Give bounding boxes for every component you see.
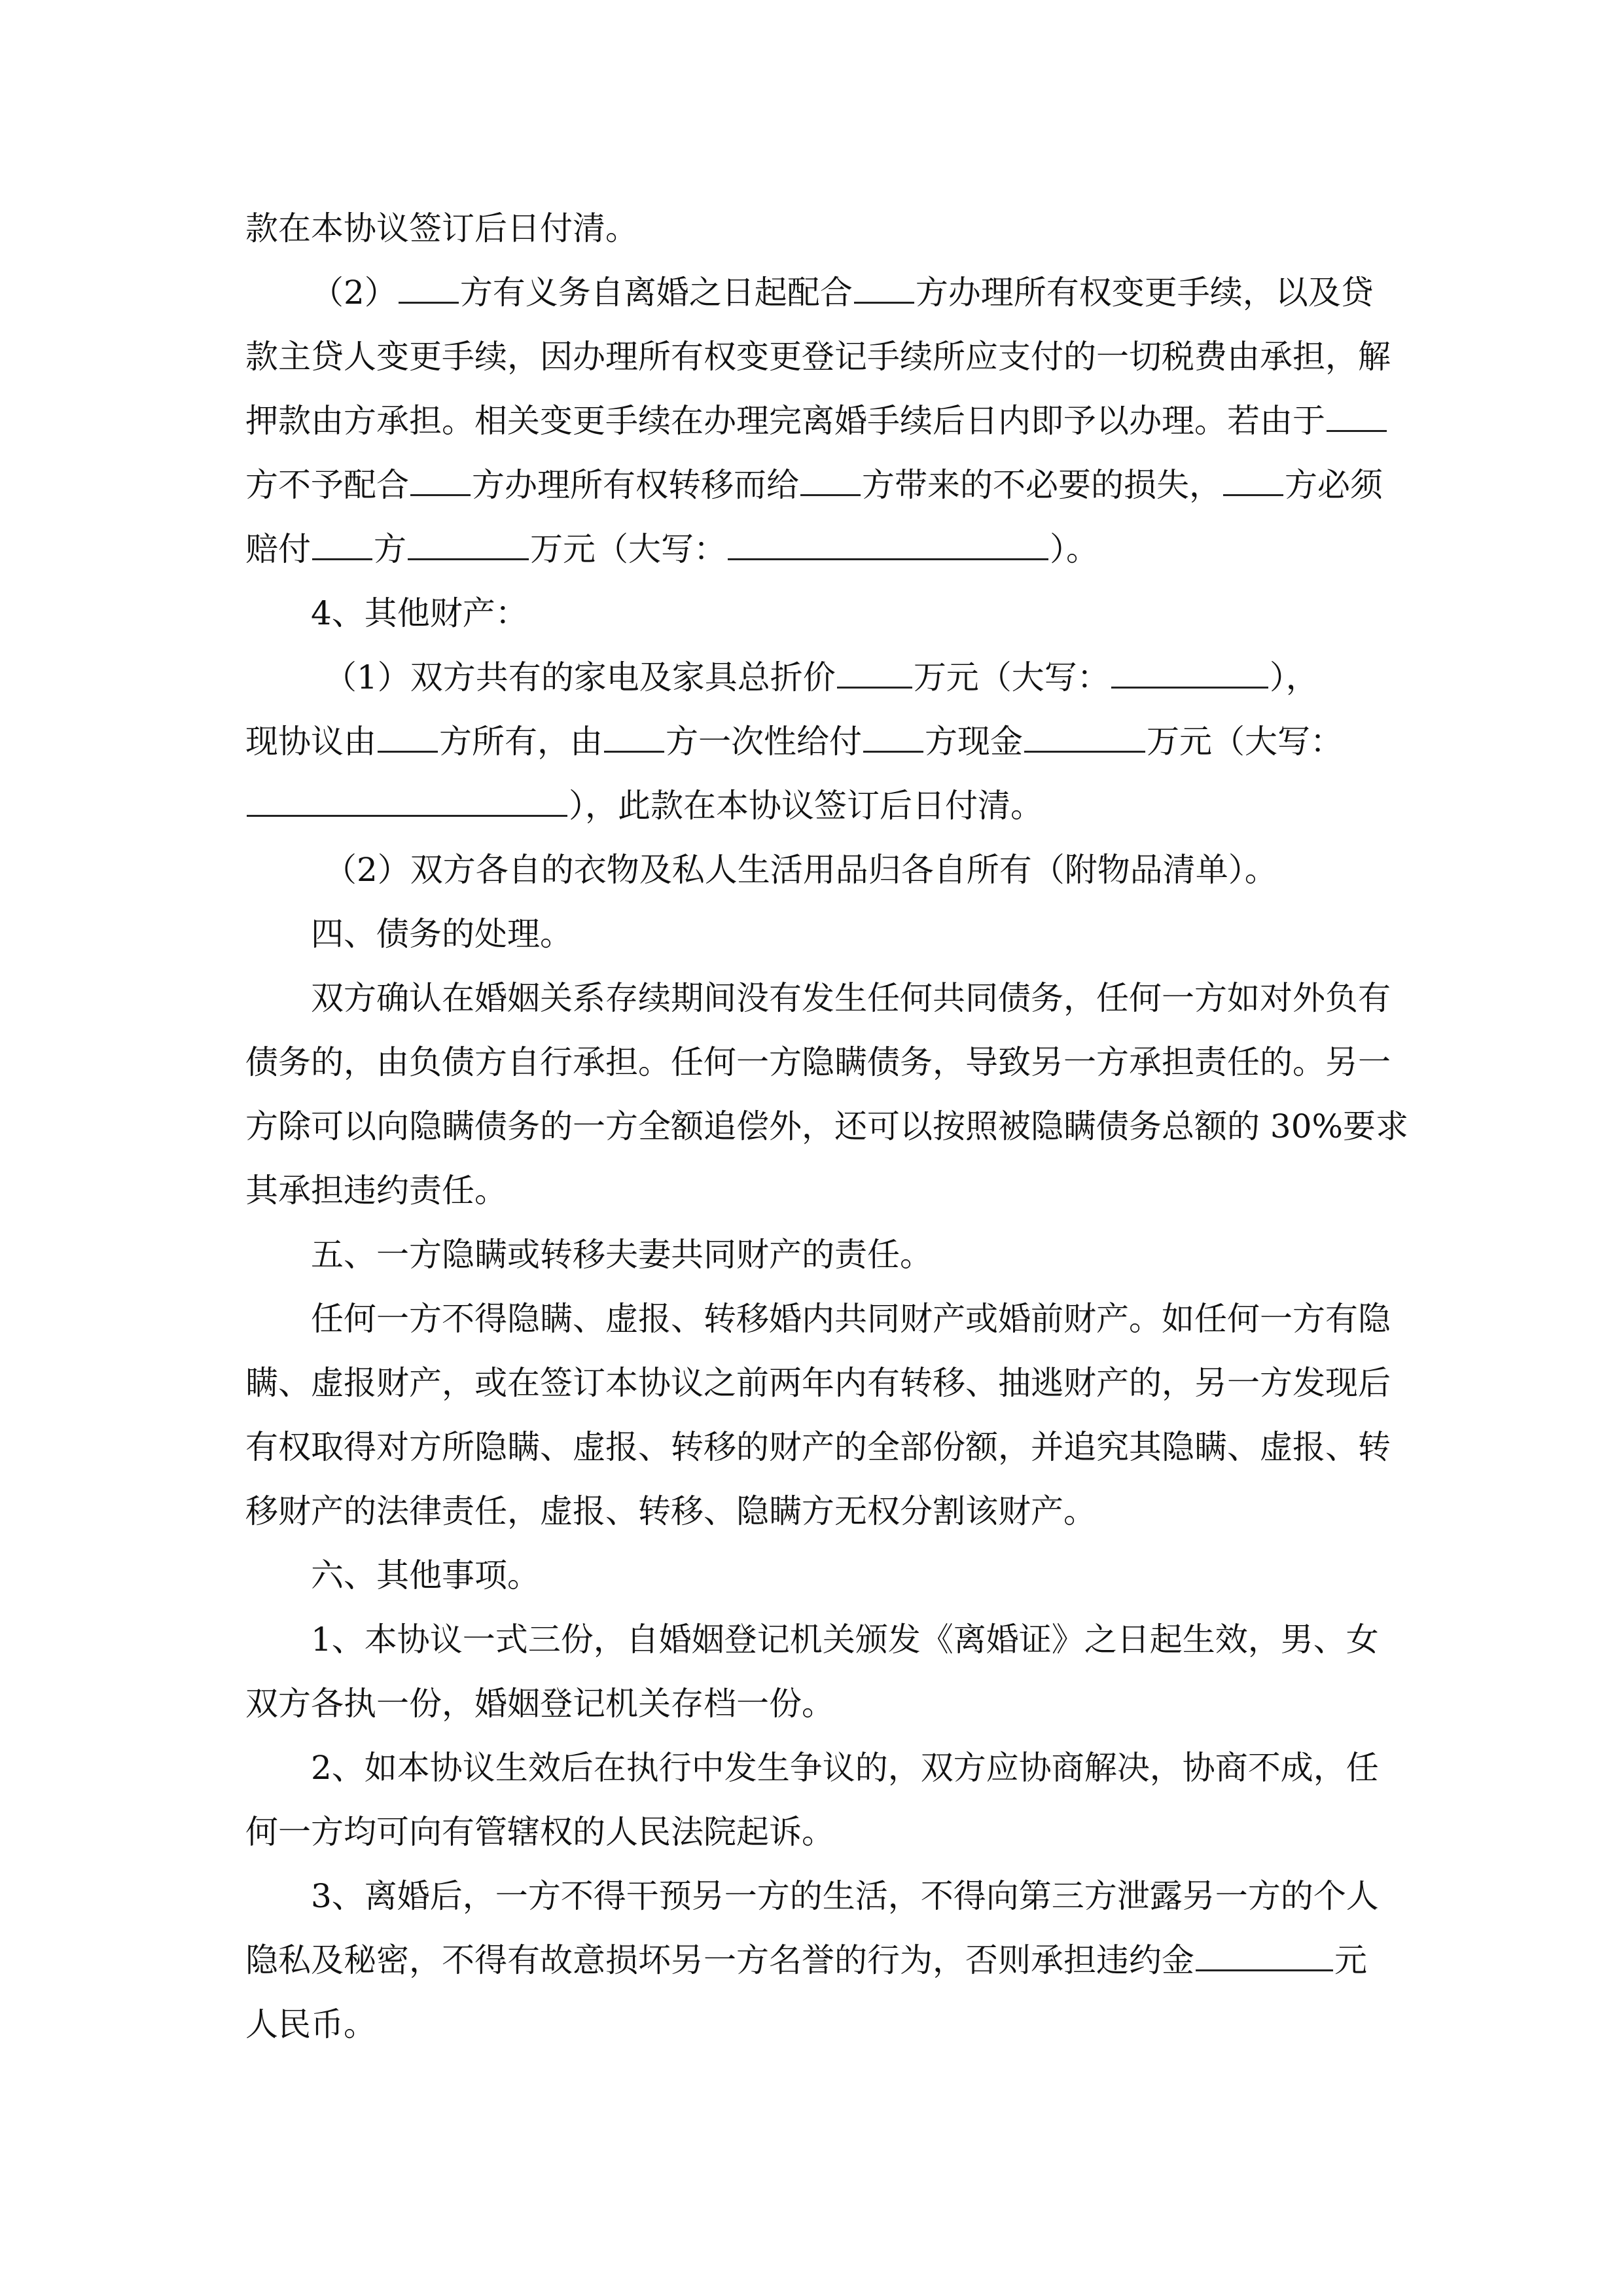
text-line: 债务的，由负债方自行承担。任何一方隐瞒债务，导致另一方承担责任的。另一	[245, 1043, 1391, 1081]
text-line: 隐私及秘密，不得有故意损坏另一方名誉的行为，否则承担违约金 元	[245, 1928, 1384, 1992]
text-line: 有权取得对方所隐瞒、虚报、转移的财产的全部份额，并追究其隐瞒、虚报、转	[245, 1428, 1391, 1466]
document-body	[245, 196, 1409, 2056]
text-line: 其承担违约责任。	[245, 1172, 507, 1210]
fill-blank[interactable]	[378, 717, 438, 753]
text-line: 款主贷人变更手续，因办理所有权变更登记手续所应支付的一切税费由承担，解	[245, 338, 1391, 376]
text-line: 3、离婚后，一方不得干预另一方的生活，不得向第三方泄露另一方的个人	[311, 1877, 1379, 1915]
section-heading: 五、一方隐瞒或转移夫妻共同财产的责任。	[311, 1236, 933, 1274]
fill-blank[interactable]	[604, 717, 664, 753]
text-line: 赔付 方 万元（大写： ）。	[245, 517, 1384, 581]
text-line: 现协议由 方所有，由 方一次性给付 方现金 万元（大写：	[245, 709, 1384, 774]
text-line: （2）双方各自的衣物及私人生活用品归各自所有（附物品清单）。	[324, 851, 1277, 889]
text-line: 4、其他财产：	[311, 594, 528, 632]
fill-blank[interactable]	[1111, 653, 1268, 689]
text-line: 移财产的法律责任，虚报、转移、隐瞒方无权分割该财产。	[245, 1492, 1096, 1530]
text-line: 何一方均可向有管辖权的人民法院起诉。	[245, 1813, 834, 1851]
text-line: 瞒、虚报财产，或在签订本协议之前两年内有转移、抽逃财产的，另一方发现后	[245, 1364, 1391, 1402]
section-heading: 四、债务的处理。	[311, 915, 573, 953]
section-heading: 六、其他事项。	[311, 1556, 540, 1594]
text-line: （1）双方共有的家电及家具总折价 万元（大写： ），	[245, 645, 1384, 709]
text-line: 双方各执一份，婚姻登记机关存档一份。	[245, 1685, 834, 1723]
fill-blank[interactable]	[800, 460, 861, 496]
fill-blank[interactable]	[863, 717, 923, 753]
text-line: 押款由方承担。相关变更手续在办理完离婚手续后日内即予以办理。若由于	[245, 389, 1384, 453]
fill-blank[interactable]	[312, 524, 372, 560]
text-line: ），此款在本协议签订后日付清。	[245, 774, 1384, 838]
text-line: 方除可以向隐瞒债务的一方全额追偿外，还可以按照被隐瞒债务总额的 30%要求	[245, 1107, 1409, 1145]
fill-blank[interactable]	[1327, 396, 1387, 432]
text-line: 2、如本协议生效后在执行中发生争议的，双方应协商解决，协商不成，任	[311, 1749, 1379, 1787]
fill-blank[interactable]	[1223, 460, 1283, 496]
text-line: 款在本协议签订后日付清。	[245, 209, 638, 247]
text-line: （2） 方有义务自离婚之日起配合 方办理所有权变更手续，以及贷	[245, 260, 1384, 325]
fill-blank[interactable]	[837, 653, 912, 689]
fill-blank[interactable]	[1024, 717, 1145, 753]
text-line: 任何一方不得隐瞒、虚报、转移婚内共同财产或婚前财产。如任何一方有隐	[311, 1300, 1391, 1338]
fill-blank[interactable]	[854, 268, 914, 304]
text-line: 方不予配合 方办理所有权转移而给 方带来的不必要的损失， 方必须	[245, 453, 1384, 517]
fill-blank[interactable]	[247, 781, 567, 817]
fill-blank[interactable]	[1196, 1935, 1333, 1971]
fill-blank[interactable]	[408, 524, 529, 560]
text-line: 双方确认在婚姻关系存续期间没有发生任何共同债务，任何一方如对外负有	[311, 979, 1391, 1017]
fill-blank[interactable]	[410, 460, 471, 496]
text-line: 1、本协议一式三份，自婚姻登记机关颁发《离婚证》之日起生效，男、女	[311, 1621, 1379, 1659]
fill-blank[interactable]	[728, 524, 1048, 560]
fill-blank[interactable]	[399, 268, 459, 304]
text-line: 人民币。	[245, 2005, 376, 2043]
